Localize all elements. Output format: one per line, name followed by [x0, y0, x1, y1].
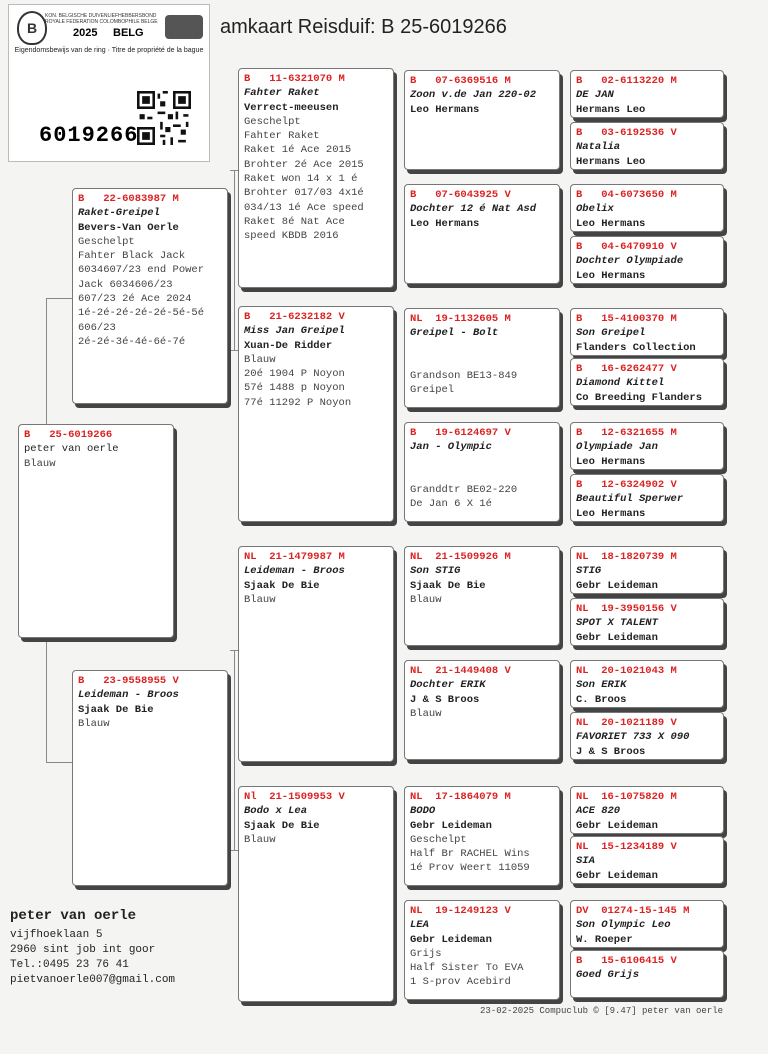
connector-line	[230, 850, 238, 851]
connector-line	[230, 650, 238, 651]
pigeon-breeder: Flanders Collection	[576, 341, 696, 354]
pigeon-breeder: Bevers-Van Oerle	[78, 221, 179, 234]
pigeon-name: Obelix	[576, 203, 614, 216]
pigeon-ring-id: NL 20-1021189 V	[576, 717, 677, 729]
pigeon-name: Natalia	[576, 141, 621, 154]
pigeon-name: SIA	[576, 855, 595, 868]
pigeon-ring-id: B 07-6043925 V	[410, 189, 511, 201]
ring-header	[13, 9, 203, 45]
pigeon-ring-id: B 25-6019266	[24, 429, 113, 441]
pigeon-info-line: 1é Prov Weert 11059	[410, 862, 530, 875]
pigeon-breeder: Sjaak De Bie	[244, 579, 320, 592]
pigeon-breeder: Verrect-meeusen	[244, 101, 339, 114]
connector-line	[46, 640, 47, 762]
pigeon-card-g14[interactable]	[570, 836, 724, 884]
pigeon-breeder: Hermans Leo	[576, 155, 646, 168]
pigeon-info-line: speed KBDB 2016	[244, 230, 339, 243]
pigeon-card-g3[interactable]	[570, 184, 724, 232]
connector-line	[230, 350, 238, 351]
pigeon-info-line: 1é-2é-2é-2é-2é-5é-5é	[78, 307, 205, 320]
ring-ownership-text: Eigendomsbewijs van de ring · Titre de propriété de la bague	[14, 47, 204, 54]
pigeon-card-mff[interactable]	[404, 546, 560, 646]
owner-contact	[10, 908, 230, 988]
pigeon-ring-id: B 23-9558955 V	[78, 675, 179, 687]
pigeon-info-line: Blauw	[244, 833, 276, 846]
pigeon-info-line: Grandson BE13-849	[410, 370, 518, 383]
pigeon-breeder: Co Breeding Flanders	[576, 391, 703, 404]
pigeon-card-g7[interactable]	[570, 422, 724, 470]
pigeon-card-fm[interactable]	[238, 306, 394, 522]
pigeon-name: Son Olympic Leo	[576, 919, 671, 932]
pigeon-ring-id: Nl 21-1509953 V	[244, 791, 345, 803]
pigeon-ring-id: B 19-6124697 V	[410, 427, 511, 439]
pigeon-ring-id: NL 19-3950156 V	[576, 603, 677, 615]
pigeon-info-line: 57é 1488 p Noyon	[244, 382, 345, 395]
pigeon-name: Olympiade Jan	[576, 441, 658, 454]
pigeon-info-line: Brohter 2é Ace 2015	[244, 158, 364, 171]
ring-year: 2025	[73, 27, 98, 39]
pigeon-card-g13[interactable]	[570, 786, 724, 834]
pigeon-name: Zoon v.de Jan 220-02	[410, 89, 537, 102]
pigeon-info-line: Half Br RACHEL Wins	[410, 848, 530, 861]
ring-number: 6019266	[39, 123, 139, 148]
pigeon-breeder: Gebr Leideman	[576, 819, 658, 832]
pigeon-breeder: Leo Hermans	[576, 455, 646, 468]
pigeon-info-line: Jack 6034606/23	[78, 278, 173, 291]
connector-line	[234, 650, 235, 850]
pigeon-card-ff[interactable]	[238, 68, 394, 288]
pigeon-info-line: 6034607/23 end Power	[78, 264, 205, 277]
pigeon-ring-id: NL 19-1249123 V	[410, 905, 511, 917]
pigeon-ring-id: B 22-6083987 M	[78, 193, 179, 205]
ring-country: BELG	[113, 27, 144, 39]
pigeon-info-line: Geschelpt	[410, 833, 467, 846]
pigeon-name: Son ERIK	[576, 679, 627, 692]
pigeon-card-g6[interactable]	[570, 358, 724, 406]
pigeon-ring-id: NL 18-1820739 M	[576, 551, 677, 563]
pigeon-ring-id: NL 21-1449408 V	[410, 665, 511, 677]
pigeon-breeder: Gebr Leideman	[576, 631, 658, 644]
pigeon-info-line: Blauw	[244, 593, 276, 606]
pigeon-info-line: 2é-2é-3é-4é-6é-7é	[78, 335, 186, 348]
federation-name-fr: ROYALE FEDERATION COLOMBOPHILE BELGE	[45, 19, 158, 25]
page-title: amkaart Reisduif: B 25-6019266	[220, 16, 507, 38]
pigeon-info-line: Blauw	[78, 717, 110, 730]
pigeon-breeder: Gebr Leideman	[410, 819, 492, 832]
pigeon-ring-id: B 07-6369516 M	[410, 75, 511, 87]
pigeon-card-g12[interactable]	[570, 712, 724, 760]
pigeon-name: Dochter ERIK	[410, 679, 486, 692]
pigeon-ring-id: NL 21-1509926 M	[410, 551, 511, 563]
pigeon-name: STIG	[576, 565, 602, 578]
pigeon-info-line: Blauw	[410, 707, 442, 720]
pigeon-owner: peter van oerle	[24, 443, 119, 456]
ring-certificate	[8, 4, 210, 162]
pigeon-info-line: Granddtr BE02-220	[410, 484, 518, 497]
pigeon-card-g10[interactable]	[570, 598, 724, 646]
connector-line	[46, 762, 72, 763]
pigeon-name: Fahter Raket	[244, 87, 320, 100]
pigeon-breeder: Leo Hermans	[576, 217, 646, 230]
pigeon-card-g9[interactable]	[570, 546, 724, 594]
pigeon-info-line: 1 S-prov Acebird	[410, 976, 511, 989]
pigeon-info-line: De Jan 6 X 1é	[410, 498, 492, 511]
pigeon-breeder: Sjaak De Bie	[244, 819, 320, 832]
pigeon-info-line: Brohter 017/03 4x1é	[244, 187, 364, 200]
qr-code-icon	[137, 91, 191, 145]
pigeon-breeder: Leo Hermans	[410, 217, 480, 230]
pigeon-breeder: Leo Hermans	[410, 103, 480, 116]
pigeon-ring-id: B 04-6073650 M	[576, 189, 677, 201]
pigeon-card-main[interactable]	[18, 424, 174, 638]
pigeon-card-g2[interactable]	[570, 122, 724, 170]
pigeon-name: Son Greipel	[576, 327, 646, 340]
pigeon-info-line: Blauw	[244, 353, 276, 366]
pigeon-card-mmm[interactable]	[404, 900, 560, 1000]
pigeon-ring-id: NL 21-1479987 M	[244, 551, 345, 563]
pigeon-breeder: Gebr Leideman	[576, 869, 658, 882]
pigeon-ring-id: B 15-6106415 V	[576, 955, 677, 967]
pigeon-info-line: Geschelpt	[78, 235, 135, 248]
pigeon-color: Blauw	[24, 457, 56, 470]
owner-street: vijfhoeklaan 5	[10, 929, 103, 941]
pigeon-name: Goed Grijs	[576, 969, 640, 982]
pigeon-info-line: 606/23	[78, 321, 116, 334]
footer-credit: 23-02-2025 Compuclub © [9.47] peter van oerle	[480, 1006, 724, 1016]
pigeon-name: Bodo x Lea	[244, 805, 308, 818]
pigeon-ring-id: B 12-6324902 V	[576, 479, 677, 491]
pigeon-ring-id: NL 17-1864079 M	[410, 791, 511, 803]
pigeon-card-g1[interactable]	[570, 70, 724, 118]
pigeon-name: DE JAN	[576, 89, 614, 102]
pigeon-name: Raket-Greipel	[78, 207, 160, 220]
pigeon-name: ACE 820	[576, 805, 621, 818]
connector-line	[46, 298, 47, 428]
pigeon-breeder: J & S Broos	[410, 693, 480, 706]
pigeon-info-line: Raket 1é Ace 2015	[244, 144, 352, 157]
pigeon-ring-id: B 02-6113220 M	[576, 75, 677, 87]
pigeon-name: Diamond Kittel	[576, 377, 665, 390]
pigeon-ring-id: B 16-6262477 V	[576, 363, 677, 375]
pigeon-breeder: W. Roeper	[576, 933, 633, 946]
pigeon-ring-id: DV 01274-15-145 M	[576, 905, 690, 917]
pigeon-info-line: Greipel	[410, 384, 455, 397]
owner-city: 2960 sint job int goor	[10, 944, 156, 956]
pigeon-name: BODO	[410, 805, 436, 818]
pigeon-card-mf[interactable]	[238, 546, 394, 762]
pigeon-ring-id: B 11-6321070 M	[244, 73, 345, 85]
pigeon-info-line	[410, 469, 554, 483]
pigeon-breeder: Leo Hermans	[576, 507, 646, 520]
pigeon-info-line: 034/13 1é Ace speed	[244, 201, 364, 214]
pigeon-breeder: Sjaak De Bie	[78, 703, 154, 716]
pigeon-breeder: Hermans Leo	[576, 103, 646, 116]
pigeon-ring-id: B 15-4100370 M	[576, 313, 677, 325]
pigeon-ring-id: NL 16-1075820 M	[576, 791, 677, 803]
pigeon-breeder: Gebr Leideman	[410, 933, 492, 946]
pigeon-card-g16[interactable]	[570, 950, 724, 998]
pigeon-name: FAVORIET 733 X 090	[576, 731, 690, 744]
pigeon-info-line: 20é 1904 P Noyon	[244, 368, 345, 381]
pigeon-name: Leideman - Broos	[244, 565, 345, 578]
pigeon-ring-id: B 04-6470910 V	[576, 241, 677, 253]
pigeon-name: LEA	[410, 919, 429, 932]
pigeon-card-g8[interactable]	[570, 474, 724, 522]
pigeon-info-line: Half Sister To EVA	[410, 962, 524, 975]
pigeon-name: Dochter 12 é Nat Asd	[410, 203, 537, 216]
pigeon-name: SPOT X TALENT	[576, 617, 658, 630]
pigeon-breeder: C. Broos	[576, 693, 627, 706]
pigeon-info-line: Blauw	[410, 593, 442, 606]
pigeon-card-fmm[interactable]	[404, 422, 560, 522]
pigeon-name: Beautiful Sperwer	[576, 493, 684, 506]
pigeon-card-mother[interactable]	[72, 670, 228, 886]
pigeon-info-line: Raket won 14 x 1 é	[244, 173, 358, 186]
federation-name-nl: KON. BELGISCHE DUIVENLIEFHEBBERSBOND	[45, 13, 157, 19]
pigeon-info-line: 77é 11292 P Noyon	[244, 396, 352, 409]
pigeon-name: Dochter Olympiade	[576, 255, 684, 268]
pigeon-info-line	[410, 455, 554, 469]
pigeon-ring-id: NL 20-1021043 M	[576, 665, 677, 677]
pigeon-card-g4[interactable]	[570, 236, 724, 284]
pigeon-info-line: Fahter Black Jack	[78, 250, 186, 263]
pigeon-info-line: Fahter Raket	[244, 130, 320, 143]
connector-line	[230, 170, 238, 171]
pigeon-card-fff[interactable]	[404, 70, 560, 170]
owner-email: pietvanoerle007@gmail.com	[10, 974, 176, 986]
pigeon-card-fmf[interactable]	[404, 308, 560, 408]
pigeon-info-line: Geschelpt	[244, 115, 301, 128]
connector-line	[234, 170, 235, 350]
pigeon-name: Son STIG	[410, 565, 461, 578]
pigeon-ring-id: B 12-6321655 M	[576, 427, 677, 439]
pigeon-info-line: Grijs	[410, 947, 442, 960]
pigeon-name: Miss Jan Greipel	[244, 325, 345, 338]
pigeon-breeder: J & S Broos	[576, 745, 646, 758]
pigeon-name: Greipel - Bolt	[410, 327, 499, 340]
pigeon-ring-id: B 03-6192536 V	[576, 127, 677, 139]
pigeon-card-g11[interactable]	[570, 660, 724, 708]
pigeon-ring-id: B 21-6232182 V	[244, 311, 345, 323]
pigeon-name: Leideman - Broos	[78, 689, 179, 702]
pigeon-breeder: Gebr Leideman	[576, 579, 658, 592]
pigeon-ring-id: NL 19-1132605 M	[410, 313, 511, 325]
pigeon-card-ffm[interactable]	[404, 184, 560, 284]
pigeon-info-line: 607/23 2é Ace 2024	[78, 293, 192, 306]
pigeon-name: Jan - Olympic	[410, 441, 492, 454]
pigeon-card-g5[interactable]	[570, 308, 724, 356]
pigeon-info-line	[410, 341, 554, 355]
pigeon-card-mfm[interactable]	[404, 660, 560, 760]
pigeon-card-mmf[interactable]	[404, 786, 560, 886]
pigeon-info-line	[410, 355, 554, 369]
pigeon-card-mm[interactable]	[238, 786, 394, 1002]
pigeon-breeder: Leo Hermans	[576, 269, 646, 282]
owner-phone: Tel.:0495 23 76 41	[10, 959, 129, 971]
pigeon-card-father[interactable]	[72, 188, 228, 404]
pigeon-breeder: Sjaak De Bie	[410, 579, 486, 592]
owner-name: peter van oerle	[10, 908, 137, 924]
ring-stamp-image	[165, 15, 203, 39]
pigeon-info-line: Raket 8é Nat Ace	[244, 215, 345, 228]
connector-line	[46, 298, 72, 299]
federation-logo: B	[17, 11, 47, 45]
pigeon-breeder: Xuan-De Ridder	[244, 339, 333, 352]
pigeon-ring-id: NL 15-1234189 V	[576, 841, 677, 853]
pigeon-card-g15[interactable]	[570, 900, 724, 948]
